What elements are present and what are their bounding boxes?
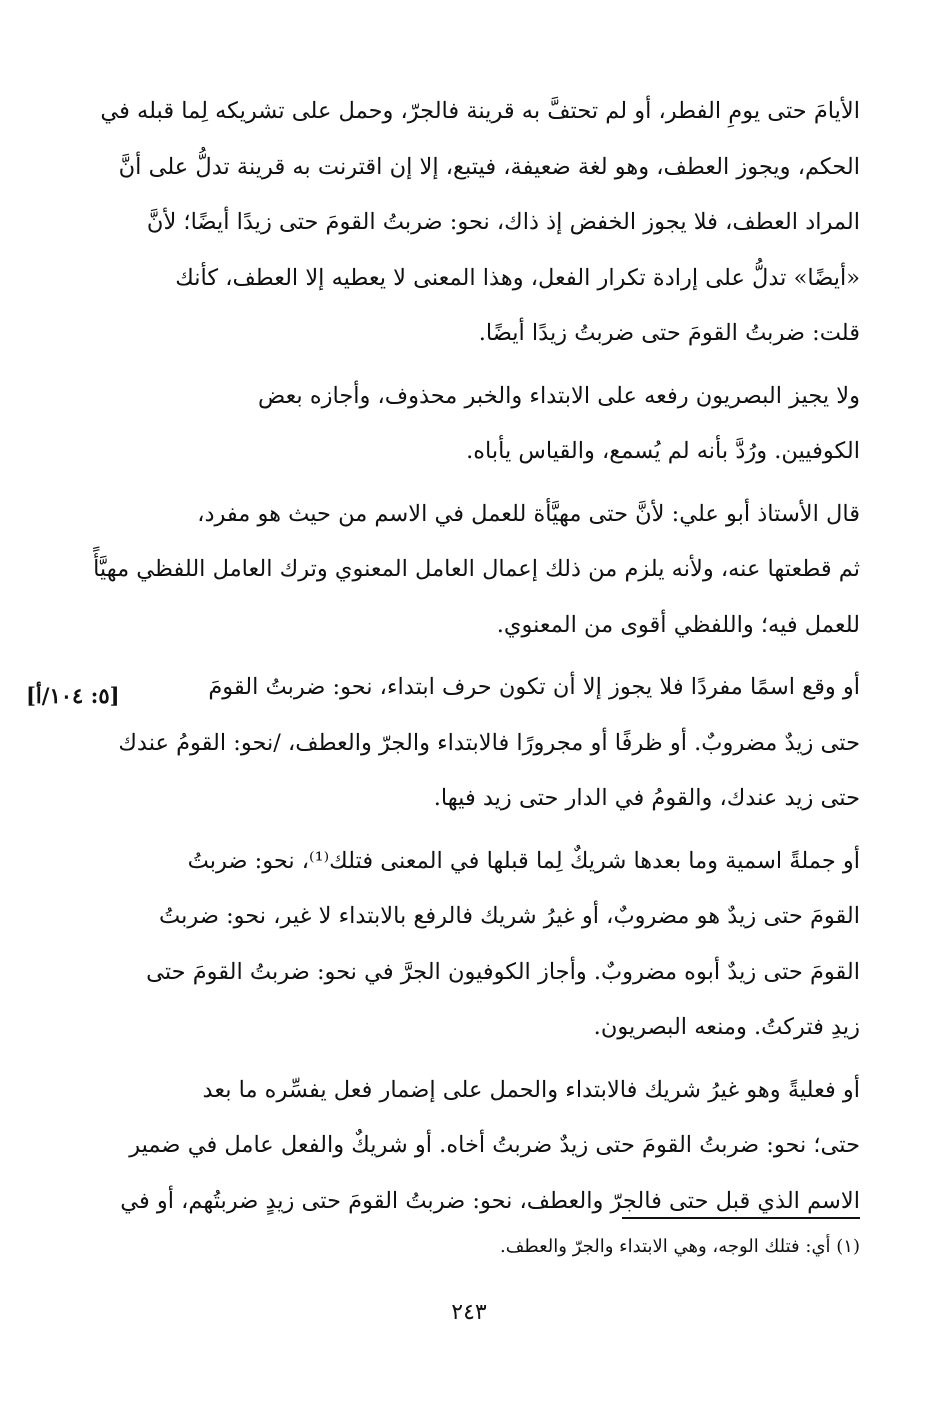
text-line: أو فعليةً وهو غيرُ شريك فالابتداء والحمل على إضمار فعل يفسِّره ما بعد (202, 1076, 860, 1103)
text-line: القومَ حتى زيدٌ أبوه مضروبٌ. وأجاز الكوفيون الجرَّ في نحو: ضربتُ القومَ حتى (146, 958, 860, 985)
text-line: حتى زيد عندك، والقومُ في الدار حتى زيد فيها. (433, 785, 860, 811)
paragraph-gap (160, 480, 860, 487)
text-line: للعمل فيه؛ واللفظي أقوى من المعنوي. (496, 611, 860, 638)
text-line: حتى؛ نحو: ضربتُ القومَ حتى زيدٌ ضربتُ أخاه. أو شريكٌ والفعل عامل في ضمير (129, 1132, 860, 1158)
text-line: ثم قطعتها عنه، ولأنه يلزم من ذلك إعمال العامل المعنوي وترك العامل اللفظي مهيَّأً (93, 556, 860, 582)
text-line: أو جملةً اسمية وما بعدها شريكٌ لِما قبلها في المعنى فتلك⁽¹⁾، نحو: ضربتُ (187, 847, 860, 874)
page-number: ٢٤٣ (451, 1300, 487, 1325)
text-line: «أيضًا» تدلُّ على إرادة تكرار الفعل، وهذا المعنى لا يعطيه إلا العطف، كأنك (175, 264, 860, 291)
footnote-divider (622, 1217, 860, 1219)
text-line: حتى زيدٌ مضروبٌ. أو ظرفًا أو مجرورًا فالابتداء والجرّ والعطف، /نحو: القومُ عندك (118, 729, 860, 756)
text-line: الأيامَ حتى يومِ الفطر، أو لم تحتفَّ به قرينة فالجرّ، وحمل على تشريكه لِما قبله في (100, 98, 860, 124)
paragraph-4 (118, 660, 860, 827)
paragraph-5 (146, 834, 860, 1056)
paragraph-gap (160, 362, 860, 369)
text-line: قلت: ضربتُ القومَ حتى ضربتُ زيدًا أيضًا. (478, 320, 860, 346)
text-line: ولا يجيز البصريون رفعه على الابتداء والخبر محذوف، وأجازه بعض (258, 382, 860, 409)
paragraph-gap (160, 1056, 860, 1063)
main-text (93, 84, 860, 1229)
text-line: قال الأستاذ أبو علي: لأنَّ حتى مهيَّأة للعمل في الاسم من حيث هو مفرد، (197, 500, 860, 527)
paragraph-3 (93, 487, 860, 654)
footnote: (١) أي: فتلك الوجه، وهي الابتداء والجرّ والعطف. (500, 1236, 860, 1257)
text-line: أو وقع اسمًا مفردًا فلا يجوز إلا أن تكون حرف ابتداء، نحو: ضربتُ القومَ (208, 674, 860, 700)
paragraph-gap (160, 653, 860, 660)
text-line: الكوفيين. ورُدَّ بأنه لم يُسمع، والقياس يأباه. (466, 438, 860, 464)
paragraph-6 (120, 1063, 860, 1230)
text-line: الحكم، ويجوز العطف، وهو لغة ضعيفة، فيتبع، إلا إن اقترنت به قرينة تدلُّ على أنَّ (118, 153, 860, 180)
text-line: القومَ حتى زيدٌ هو مضروبٌ، أو غيرُ شريك فالرفع بالابتداء لا غير، نحو: ضربتُ (159, 903, 860, 929)
paragraph-1 (100, 84, 860, 362)
manuscript-folio-reference: [٥: ١٠٤/أ] (26, 683, 120, 708)
paragraph-gap (160, 827, 860, 834)
text-line: زيدِ فتركتُ. ومنعه البصريون. (593, 1014, 860, 1040)
paragraph-2 (160, 369, 860, 480)
text-line: المراد العطف، فلا يجوز الخفض إذ ذاك، نحو: ضربتُ القومَ حتى زيدًا أيضًا؛ لأنَّ (146, 209, 860, 235)
text-line: الاسم الذي قبل حتى فالجرّ والعطف، نحو: ضربتُ القومَ حتى زيدٍ ضربتُهم، أو في (120, 1187, 860, 1214)
